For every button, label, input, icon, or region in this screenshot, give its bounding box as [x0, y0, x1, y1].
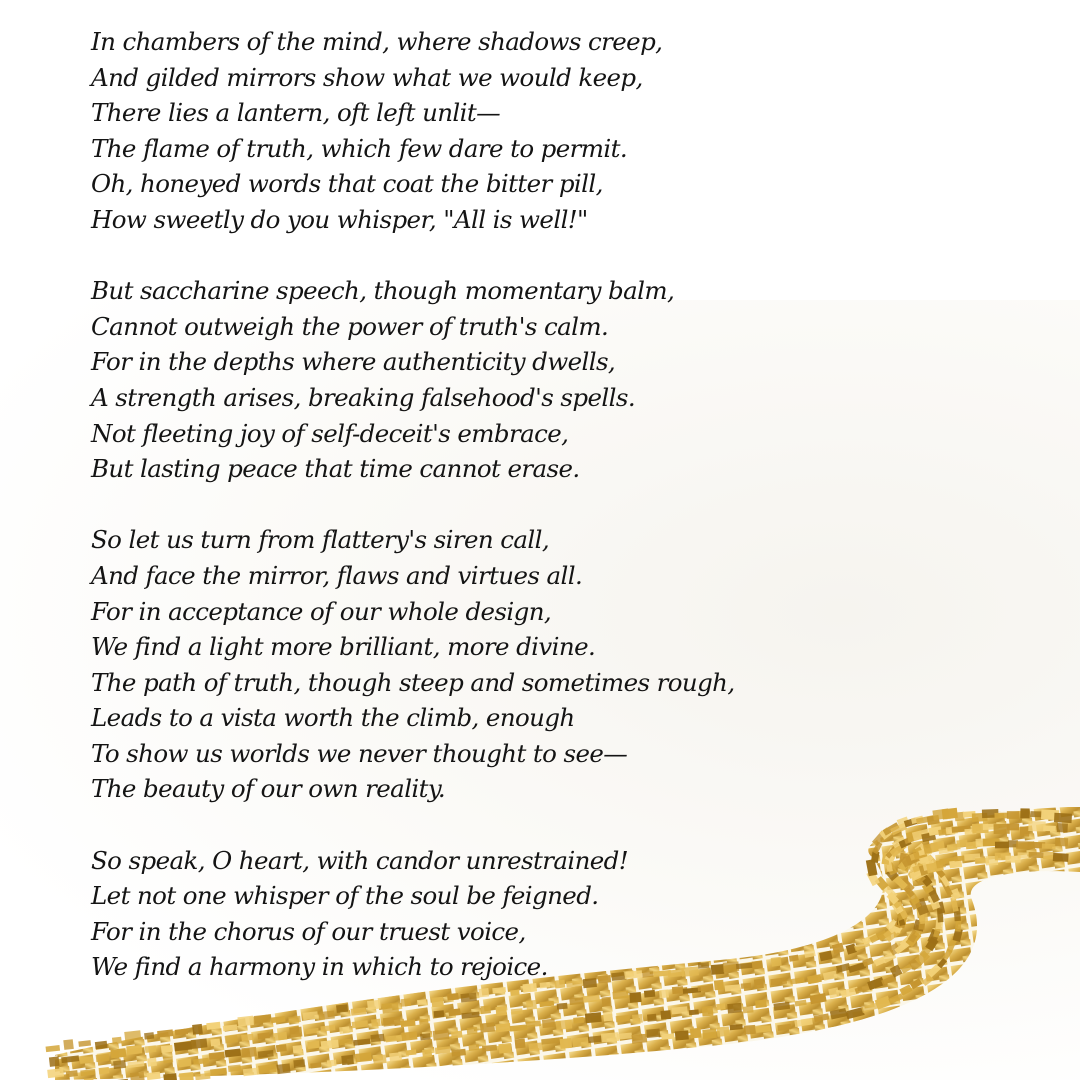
cobblestone [515, 1038, 526, 1048]
cobblestone [293, 1045, 303, 1053]
cobblestone [966, 842, 977, 850]
cobblestone [949, 860, 962, 868]
cobblestone [339, 1026, 349, 1034]
cobblestone [191, 1038, 208, 1049]
cobblestone [495, 1023, 511, 1032]
cobblestone [744, 1025, 756, 1035]
poem-line: Cannot outweigh the power of truth's calm. [91, 311, 609, 341]
cobblestone [572, 1037, 589, 1047]
cobblestone [210, 1039, 220, 1047]
cobblestone [406, 1049, 417, 1055]
poem-line: The flame of truth, which few dare to permit. [91, 133, 628, 163]
cobblestone [277, 1063, 291, 1074]
poem-line: There lies a lantern, oft left unlit— [91, 98, 501, 128]
cobblestone [1007, 824, 1020, 831]
cobblestone [289, 1027, 302, 1038]
cobblestone [63, 1039, 74, 1050]
poem-line: The path of truth, though steep and sometimes rough, [91, 667, 735, 697]
cobblestone [276, 1044, 287, 1052]
cobblestone [241, 1034, 254, 1041]
cobblestone [1043, 852, 1053, 860]
cobblestone [389, 1052, 402, 1061]
cobblestone [373, 1054, 387, 1064]
cobblestone [675, 1030, 689, 1040]
stanza-3 [91, 522, 811, 807]
poem-line: In chambers of the mind, where shadows creep, [91, 27, 663, 56]
cobblestone [96, 1053, 110, 1062]
cobblestone [161, 1045, 173, 1053]
cobblestone [1043, 825, 1056, 831]
poem-line: Oh, honeyed words that coat the bitter pill, [91, 169, 603, 199]
poem-line: But saccharine speech, though momentary balm, [91, 276, 675, 306]
cobblestone [528, 1042, 543, 1051]
cobblestone [498, 1043, 511, 1054]
cobblestone [601, 1032, 619, 1042]
poem-line: How sweetly do you whisper, "All is well!" [91, 204, 588, 234]
cobblestone [422, 1049, 432, 1058]
poem-line: And face the mirror, flaws and virtues all. [91, 560, 583, 590]
cobblestone [178, 1059, 191, 1068]
cobblestone [78, 1040, 91, 1047]
cobblestone [163, 1056, 173, 1063]
cobblestone [145, 1045, 157, 1053]
cobblestone [702, 1029, 717, 1039]
cobblestone [1053, 853, 1069, 862]
cobblestone [451, 1031, 463, 1039]
cobblestone [241, 1047, 257, 1058]
cobblestone [110, 1048, 126, 1058]
poem-line: The beauty of our own reality. [91, 774, 446, 804]
poem-line: For in the chorus of our truest voice, [91, 916, 526, 946]
cobblestone [147, 1072, 161, 1080]
poem-line: To show us worlds we never thought to see— [91, 738, 628, 768]
cobblestone [113, 1060, 126, 1069]
poem-line: So let us turn from flattery's siren call, [91, 525, 550, 555]
cobblestone [828, 987, 839, 998]
poem-line: We find a light more brilliant, more divine. [91, 632, 596, 662]
cobblestone [370, 1034, 384, 1043]
cobblestone [1055, 838, 1068, 847]
cobblestone [467, 1027, 478, 1035]
poem-line: Let not one whisper of the soul be feigned. [91, 881, 599, 911]
cobblestone [95, 1041, 108, 1050]
cobblestone [556, 1019, 573, 1030]
cobblestone [1054, 813, 1072, 823]
poem-line: For in acceptance of our whole design, [91, 596, 552, 626]
cobblestone [1020, 808, 1029, 818]
cobblestone [560, 1038, 572, 1049]
cobblestone [355, 1052, 372, 1062]
poem-line: Not fleeting joy of self-deceit's embrace, [91, 418, 569, 448]
stanza-1 [91, 24, 811, 238]
cobblestone [1028, 821, 1045, 832]
poem-line: But lasting peace that time cannot erase. [91, 454, 580, 484]
cobblestone [1020, 827, 1029, 837]
cobblestone [293, 1059, 305, 1068]
cobblestone [690, 1028, 702, 1039]
cobblestone [1057, 823, 1068, 833]
cobblestone [1042, 843, 1056, 849]
poem-line: And gilded mirrors show what we would keep, [91, 62, 643, 92]
cobblestone [225, 1035, 238, 1044]
poem-text [91, 24, 811, 1021]
cobblestone [480, 1022, 495, 1033]
poem-line: So speak, O heart, with candor unrestrained! [91, 845, 629, 875]
cobblestone [144, 1032, 154, 1039]
cobblestone [420, 1033, 431, 1040]
cobblestone [341, 1055, 354, 1065]
cobblestone [631, 1034, 647, 1044]
poem-line: A strength arises, breaking falsehood's spells. [91, 382, 636, 412]
poem-line: For in the depths where authenticity dwells, [91, 347, 616, 377]
cobblestone [192, 1024, 203, 1035]
cobblestone [126, 1045, 142, 1055]
cobblestone [401, 1031, 417, 1041]
cobblestone [112, 1037, 122, 1045]
cobblestone [1007, 811, 1019, 819]
cobblestone [468, 1044, 479, 1051]
cobblestone [717, 1026, 730, 1036]
cobblestone [273, 1032, 287, 1041]
cobblestone [307, 1041, 319, 1049]
stanza-4 [91, 843, 811, 985]
cobblestone [46, 1045, 61, 1052]
stanza-2 [91, 273, 811, 487]
cobblestone [433, 1029, 450, 1040]
cobblestone [646, 1029, 660, 1038]
poem-line: Leads to a vista worth the climb, enough [91, 703, 575, 733]
cobblestone [49, 1056, 60, 1066]
cobblestone [147, 1058, 157, 1067]
cobblestone [99, 1067, 110, 1075]
cobblestone [994, 813, 1008, 819]
cobblestone [1029, 852, 1044, 858]
cobblestone [124, 1030, 141, 1041]
cobblestone [327, 1060, 337, 1067]
cobblestone [995, 841, 1009, 848]
poem-line: We find a harmony in which to rejoice. [91, 952, 548, 982]
